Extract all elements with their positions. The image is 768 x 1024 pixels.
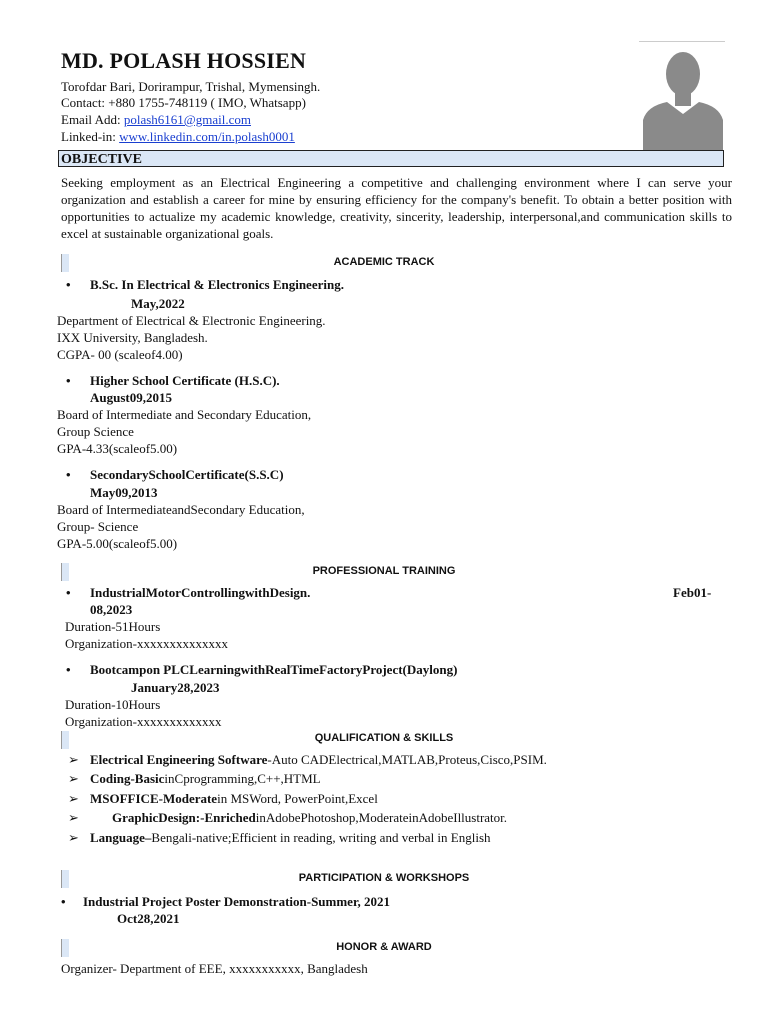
skill-item: ➢ MSOFFICE-Moderatein MSWord, PowerPoint,Excel bbox=[68, 791, 378, 806]
arrow-bullet-icon: ➢ bbox=[68, 810, 79, 825]
bullet-icon: • bbox=[66, 585, 71, 600]
training-org-2: Organization-xxxxxxxxxxxxx bbox=[65, 714, 222, 729]
email-label: Email Add: bbox=[61, 112, 124, 127]
bullet-icon: • bbox=[66, 467, 71, 482]
email-line bbox=[61, 111, 251, 128]
bullet-icon: • bbox=[66, 277, 71, 292]
academic-date-1: May,2022 bbox=[131, 296, 185, 311]
honor-text: Organizer- Department of EEE, xxxxxxxxxxx, Bangladesh bbox=[61, 961, 368, 976]
academic-line: GPA-5.00(scaleof5.00) bbox=[57, 536, 178, 551]
avatar-silhouette-icon bbox=[639, 42, 725, 152]
training-heading: PROFESSIONAL TRAINING bbox=[312, 565, 456, 577]
academic-date-3: May09,2013 bbox=[90, 485, 158, 500]
applicant-name: MD. POLASH HOSSIEN bbox=[61, 48, 307, 73]
objective-text: Seeking employment as an Electrical Engineering a competitive and challenging environment where I can serve your organization and establish a career for mine by ensuring efficiency for the company's benefit. To obtain a better position with opportunities to actualize my academic knowledge, creativity, sincerity, leadership, interpersonal,and communication skills to excel at sustainable organizational goals. bbox=[61, 175, 732, 241]
academic-line: GPA-4.33(scaleof5.00) bbox=[57, 441, 178, 456]
honor-heading: HONOR & AWARD bbox=[336, 941, 432, 953]
academic-line: Board of IntermediateandSecondary Education, bbox=[57, 502, 305, 517]
training-duration-1: Duration-51Hours bbox=[65, 619, 161, 634]
linkedin-label: Linked-in: bbox=[61, 129, 120, 144]
arrow-bullet-icon: ➢ bbox=[68, 830, 79, 845]
objective-heading: OBJECTIVE bbox=[58, 150, 724, 167]
academic-line: Group Science bbox=[57, 424, 134, 439]
skill-item: ➢ GraphicDesign:-EnrichedinAdobePhotoshop,ModerateinAdobeIllustrator. bbox=[68, 810, 508, 825]
academic-line: Board of Intermediate and Secondary Education, bbox=[57, 407, 312, 422]
academic-date-2: August09,2015 bbox=[90, 390, 172, 405]
training-date-2: January28,2023 bbox=[131, 680, 220, 695]
training-date-1: 08,2023 bbox=[90, 602, 133, 617]
participation-heading: PARTICIPATION & WORKSHOPS bbox=[298, 872, 470, 884]
academic-heading: ACADEMIC TRACK bbox=[333, 256, 435, 268]
linkedin-link[interactable]: www.linkedin.com/in.polash0001 bbox=[119, 129, 295, 144]
academic-line: Group- Science bbox=[57, 519, 139, 534]
training-org-1: Organization-xxxxxxxxxxxxxx bbox=[65, 636, 228, 651]
skill-item: ➢ Electrical Engineering Software-Auto CADElectrical,MATLAB,Proteus,Cisco,PSIM. bbox=[68, 752, 547, 767]
bullet-icon: • bbox=[66, 373, 71, 388]
address: Torofdar Bari, Dorirampur, Trishal, Mymensingh. bbox=[61, 79, 321, 94]
academic-degree-3: • SecondarySchoolCertificate(S.S.C) bbox=[66, 467, 284, 482]
participation-date: Oct28,2021 bbox=[117, 911, 180, 926]
training-name-1: • IndustrialMotorControllingwithDesign. bbox=[66, 585, 311, 600]
skill-item: ➢ Language–Bengali-native;Efficient in reading, writing and verbal in English bbox=[68, 830, 491, 845]
training-name-2: • Bootcampon PLCLearningwithRealTimeFactoryProject(Daylong) bbox=[66, 662, 458, 677]
contact-phone: Contact: +880 1755-748119 ( IMO, Whatsapp) bbox=[61, 95, 306, 110]
arrow-bullet-icon: ➢ bbox=[68, 791, 79, 806]
bullet-icon: • bbox=[61, 894, 66, 909]
arrow-bullet-icon: ➢ bbox=[68, 752, 79, 767]
training-duration-2: Duration-10Hours bbox=[65, 697, 161, 712]
participation-item: • Industrial Project Poster Demonstration-Summer, 2021 bbox=[61, 894, 391, 909]
academic-line: Department of Electrical & Electronic Engineering. bbox=[57, 313, 326, 328]
email-link[interactable]: polash6161@gmail.com bbox=[123, 112, 251, 127]
academic-degree-1: • B.Sc. In Electrical & Electronics Engineering. bbox=[66, 277, 344, 292]
bullet-icon: • bbox=[66, 662, 71, 677]
academic-line: CGPA- 00 (scaleof4.00) bbox=[57, 347, 183, 362]
training-date-start-1: Feb01- bbox=[673, 585, 712, 600]
linkedin-line bbox=[61, 128, 295, 145]
profile-photo-placeholder bbox=[639, 41, 725, 152]
academic-degree-2: • Higher School Certificate (H.S.C). bbox=[66, 373, 280, 388]
skills-heading: QUALIFICATION & SKILLS bbox=[314, 732, 454, 744]
skill-item: ➢ Coding-BasicinCprogramming,C++,HTML bbox=[68, 771, 321, 786]
academic-line: IXX University, Bangladesh. bbox=[57, 330, 208, 345]
arrow-bullet-icon: ➢ bbox=[68, 771, 79, 786]
